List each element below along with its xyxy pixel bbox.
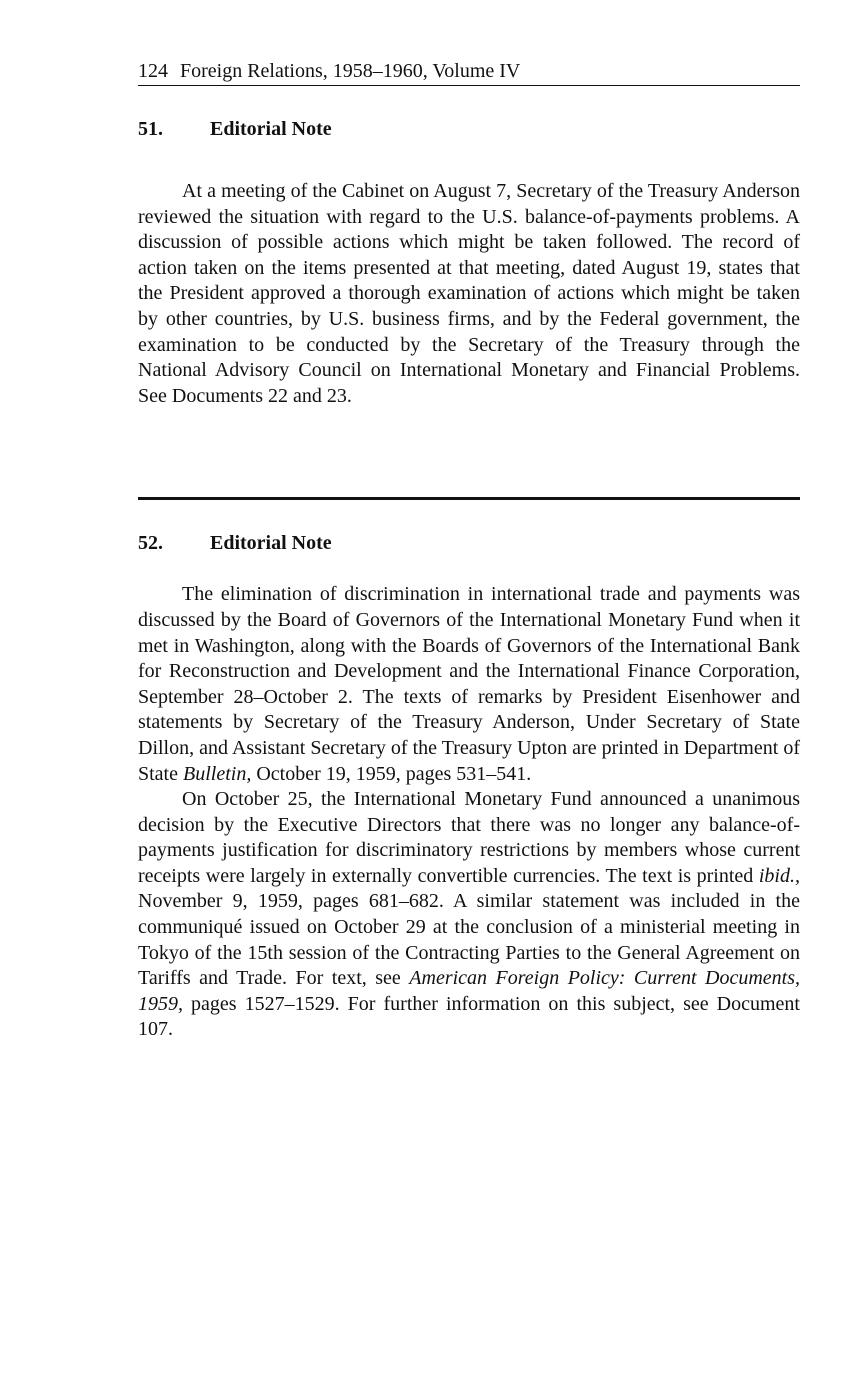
text-run: November 9, 1959, pages 681–682. A similar statement was included in the communiqué issued on October 29 at the conclusion of a ministerial meeting in Tokyo of the 15th session of the Contracting Parties to the General Agreement on Tariffs and Trade. For text, see (138, 890, 800, 990)
text-run: pages 1527–1529. For further information on this subject, see Document 107. (138, 992, 800, 1041)
italic-citation: American Foreign Policy: Current Documents, 1959, (138, 967, 800, 1015)
note-52-number: 52. (138, 532, 163, 555)
text-run: On October 25, the International Monetary Fund announced a unanimous decision by the Executive Directors that there was no longer any balance-of-payments justification for discriminatory restrictions by members whose current receipts were largely in externally convertible currencies. The text is printed (138, 788, 800, 887)
note-52-heading (138, 530, 800, 556)
note-51-number: 51. (138, 118, 163, 140)
note-51-body (138, 179, 800, 409)
italic-citation: Bulletin, (183, 762, 252, 785)
note-51-heading (138, 116, 800, 142)
note-52-paragraph-2 (138, 787, 800, 1043)
note-52-paragraph-1 (138, 582, 800, 787)
page-number: 124 (138, 60, 168, 82)
running-head (138, 58, 800, 86)
document-page (138, 58, 800, 1043)
note-51-title: Editorial Note (210, 118, 332, 140)
note-52-body (138, 582, 800, 1043)
text-run: The elimination of discrimination in international trade and payments was discussed by the Board of Governors of the International Monetary Fund when it met in Washington, along with the Boards of Governors of the International Bank for Reconstruction and Development and the International Finance Corporation, September 28–October 2. The texts of remarks by President Eisenhower and statements by Secretary of the Treasury Anderson, Under Secretary of State Dillon, and Assistant Secretary of the Treasury Upton are printed in Department of State (138, 583, 800, 785)
italic-citation: ibid., (758, 864, 800, 887)
text-run: At a meeting of the Cabinet on August 7, Secretary of the Treasury Anderson reviewed the situation with regard to the U.S. balance-of-payments problems. A discussion of possible actions which might be taken followed. The record of action taken on the items presented at that meeting, dated August 19, states that the President approved a thorough examination of actions which might be taken by other countries, by U.S. business firms, and by the Federal government, the examination to be conducted by the Secretary of the Treasury through the National Advisory Council on International Monetary and Financial Problems. See Documents 22 and 23. (138, 180, 800, 407)
running-head-title: Foreign Relations, 1958–1960, Volume IV (180, 60, 521, 82)
section-divider (138, 497, 800, 500)
note-51-paragraph-1 (138, 179, 800, 409)
text-run: October 19, 1959, pages 531–541. (251, 762, 532, 785)
note-52-title: Editorial Note (210, 532, 332, 555)
